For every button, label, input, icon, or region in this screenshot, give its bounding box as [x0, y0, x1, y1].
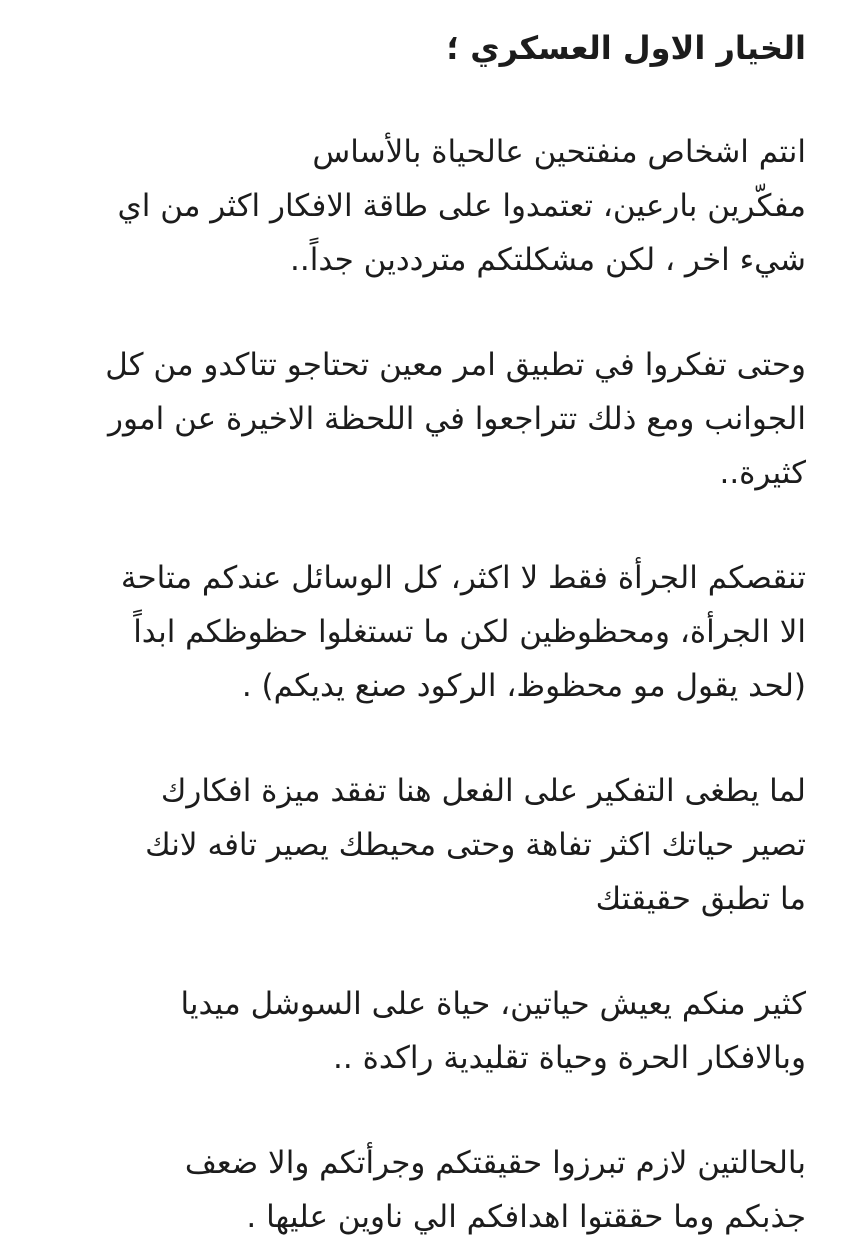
paragraph-line: لما يطغى التفكير على الفعل هنا تفقد ميزة افكارك	[160, 773, 806, 809]
paragraph-5	[40, 977, 806, 1085]
paragraph-line: بالحالتين لازم تبرزوا حقيقتكم وجرأتكم والا ضعف	[184, 1145, 806, 1181]
paragraph-2	[40, 338, 806, 500]
paragraph-3	[40, 551, 806, 713]
paragraph-line: وحتى تفكروا في تطبيق امر معين تحتاجو تتاكدو من كل	[105, 347, 806, 383]
paragraph-line: كثير منكم يعيش حياتين، حياة على السوشل ميديا	[180, 986, 806, 1022]
paragraph-4	[40, 764, 806, 926]
paragraph-line: انتم اشخاص منفتحين عالحياة بالأساس	[312, 134, 806, 170]
paragraph-line: تصير حياتك اكثر تفاهة وحتى محيطك يصير تافه لانك	[145, 827, 806, 863]
paragraph-line: مفكّرين بارعين، تعتمدوا على طاقة الافكار اكثر من اي	[117, 188, 806, 224]
paragraph-line: وبالافكار الحرة وحياة تقليدية راكدة ..	[333, 1040, 806, 1076]
paragraph-6	[40, 1136, 806, 1244]
paragraph-line: جذبكم وما حققتوا اهدافكم الي ناوين عليها .	[246, 1199, 806, 1235]
paragraph-1	[40, 125, 806, 287]
paragraph-line: شيء اخر ، لكن مشكلتكم مترددين جداً..	[290, 242, 806, 278]
paragraph-line: الجوانب ومع ذلك تتراجعوا في اللحظة الاخيرة عن امور	[108, 401, 806, 437]
paragraph-line: ما تطبق حقيقتك	[595, 881, 806, 917]
paragraph-line: (لحد يقول مو محظوظ، الركود صنع يديكم) .	[241, 668, 806, 704]
paragraph-line: كثيرة..	[719, 455, 806, 491]
paragraph-line: الا الجرأة، ومحظوظين لكن ما تستغلوا حظوظكم ابداً	[133, 614, 806, 650]
paragraph-line: تنقصكم الجرأة فقط لا اكثر، كل الوسائل عندكم متاحة	[120, 560, 806, 596]
document-title: الخيار الاول العسكري ؛	[446, 29, 806, 67]
